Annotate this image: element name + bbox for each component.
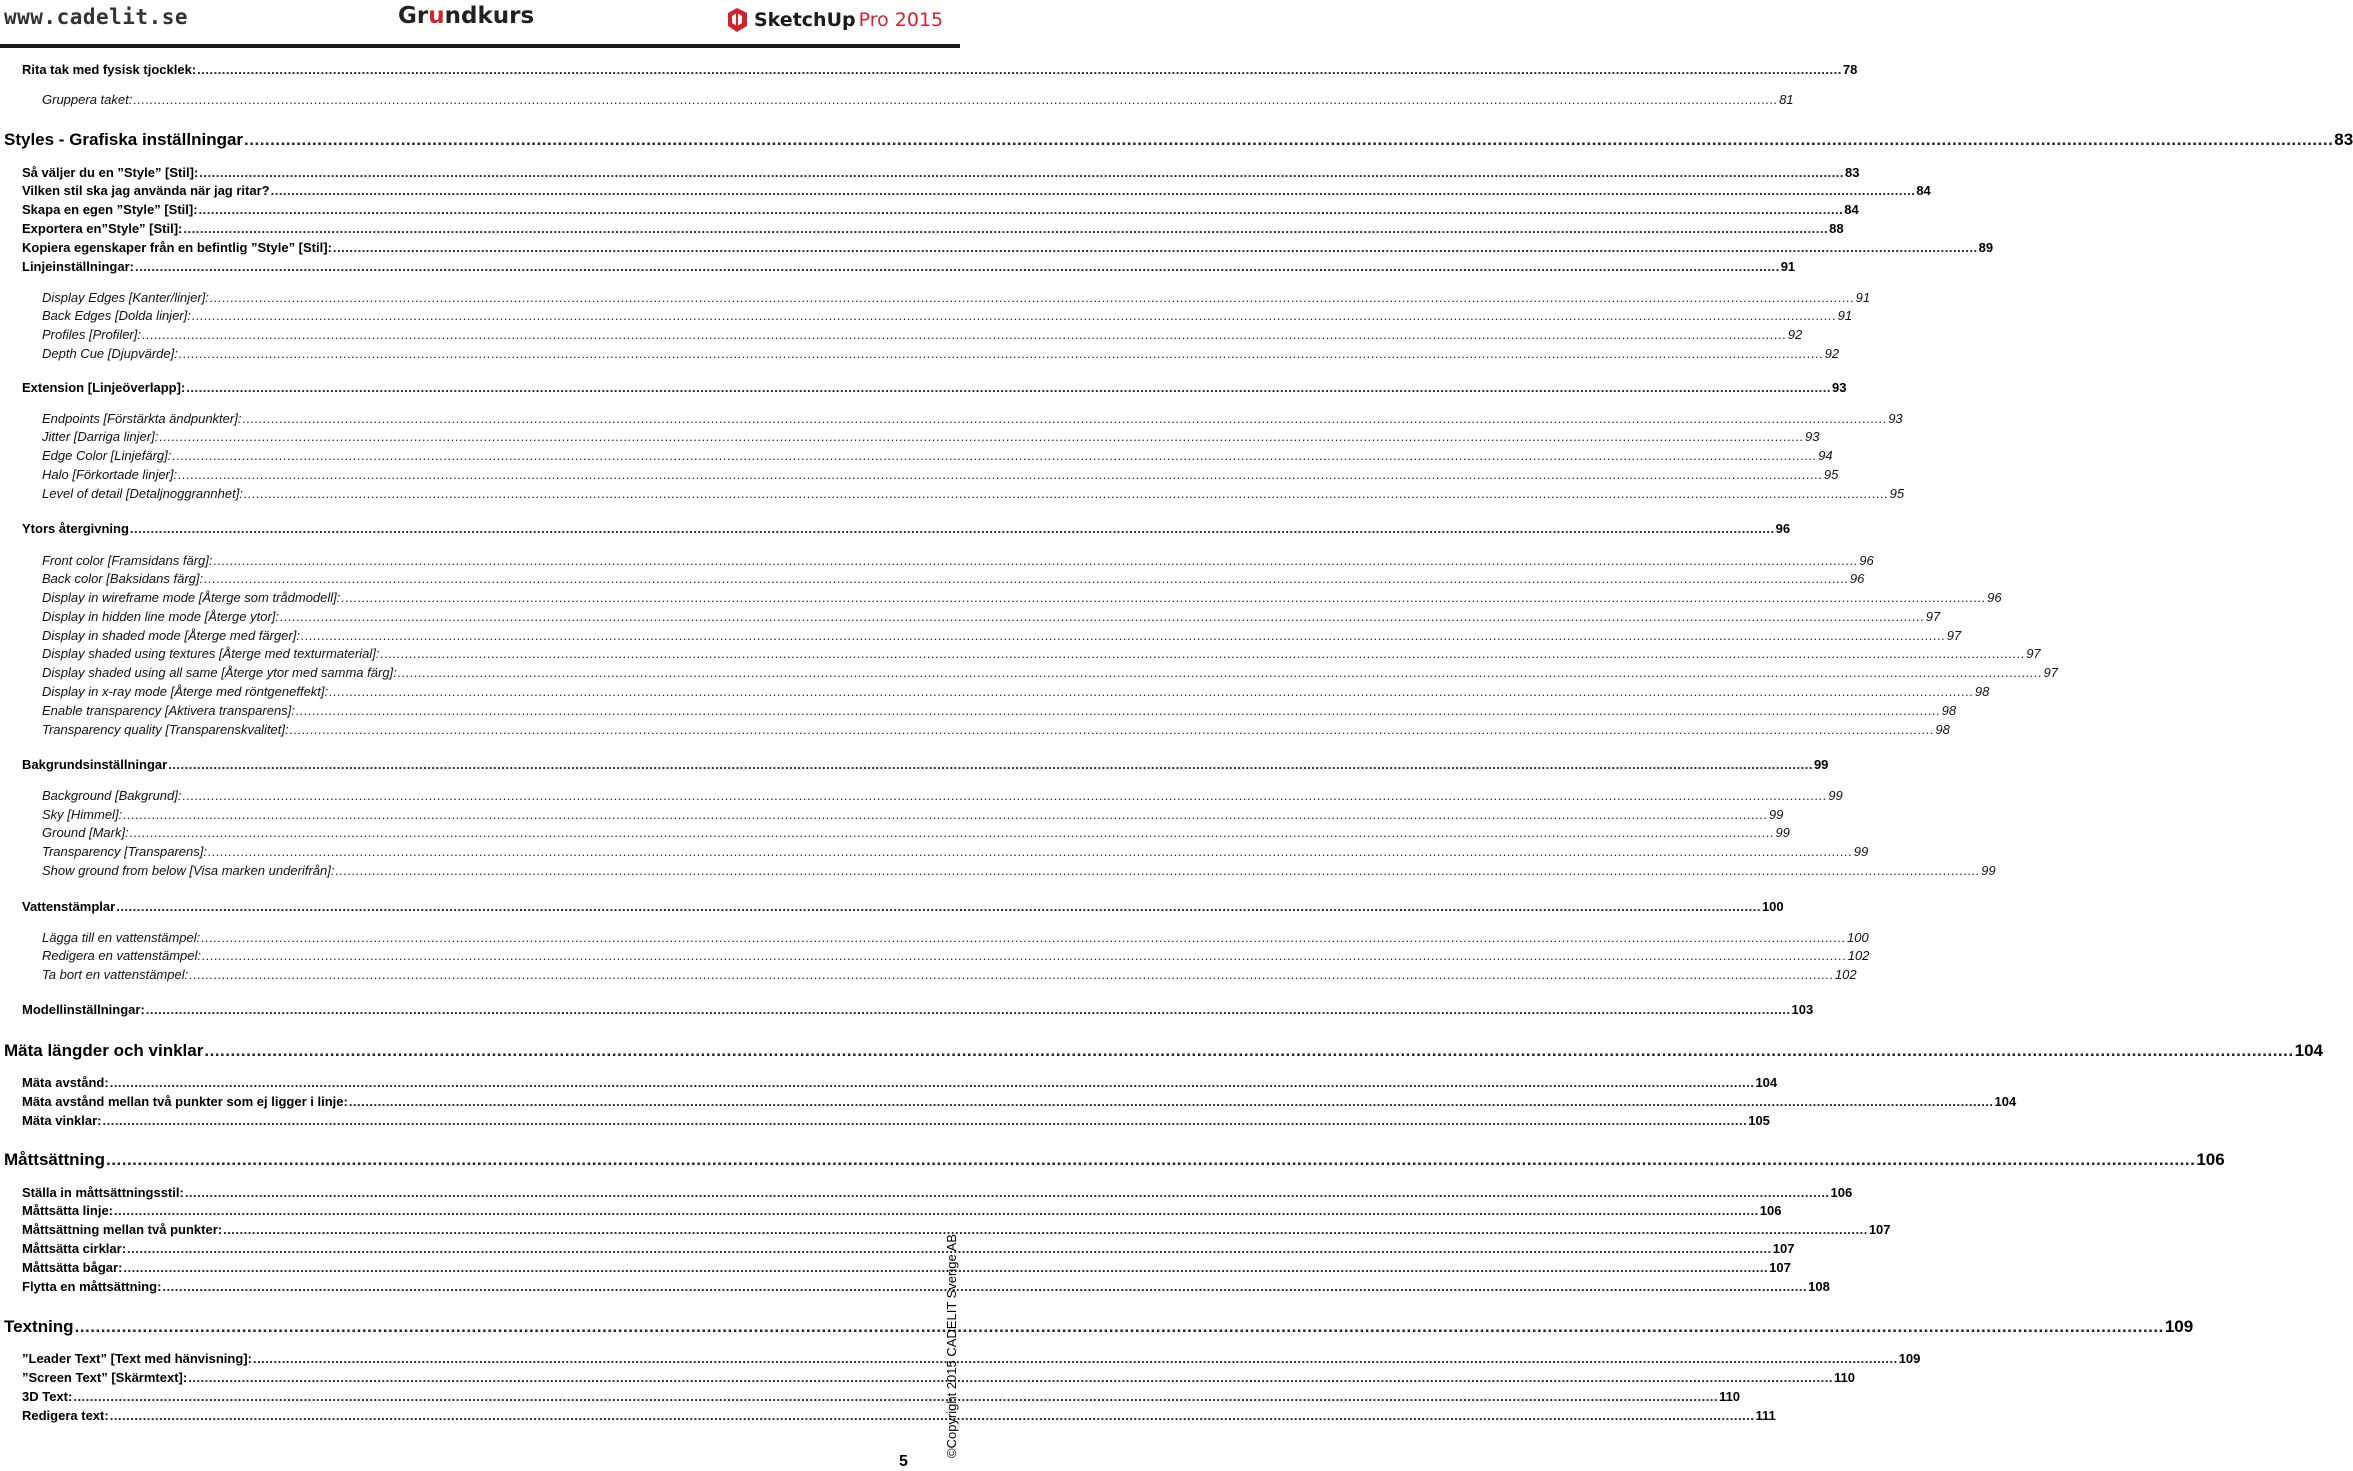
toc-entry[interactable]: [22, 1185, 1853, 1201]
toc-entry-page: 99: [1981, 863, 1996, 878]
toc-entry-title: ”Leader Text” [Text med hänvisning]:: [22, 1351, 252, 1366]
toc-entry[interactable]: [22, 240, 1994, 256]
toc-entry-title: Kopiera egenskaper från en befintlig ”Style” [Stil]:: [22, 240, 332, 255]
toc-entry-title: Så väljer du en ”Style” [Stil]:: [22, 165, 199, 180]
toc-dot-leader: ................................................................................................................................................................................................................................................................................................................................................................................................................: [188, 1370, 1833, 1385]
toc-entry-page: 104: [2294, 1041, 2323, 1060]
toc-dot-leader: ................................................................................................................................................................................................................................................................................................................................................................................................................: [184, 1185, 1830, 1200]
header-divider: [0, 44, 960, 48]
toc-entry-title: Transparency quality [Transparenskvalitet]:: [42, 722, 289, 737]
toc-entry-title: Back color [Baksidans färg]:: [42, 571, 204, 586]
toc-entry[interactable]: [42, 788, 1843, 804]
toc-entry-page: 92: [1787, 327, 1803, 342]
toc-dot-leader: ................................................................................................................................................................................................................................................................................................................................................................................................................: [186, 380, 1831, 395]
toc-entry[interactable]: [42, 646, 2041, 662]
toc-dot-leader: ................................................................................................................................................................................................................................................................................................................................................................................................................: [201, 930, 1847, 945]
toc-dot-leader: ................................................................................................................................................................................................................................................................................................................................................................................................................: [204, 1041, 2294, 1060]
toc-dot-leader: ................................................................................................................................................................................................................................................................................................................................................................................................................: [109, 1075, 1755, 1090]
toc-entry[interactable]: [42, 609, 1941, 625]
toc-dot-leader: ................................................................................................................................................................................................................................................................................................................................................................................................................: [141, 327, 1787, 342]
toc-entry[interactable]: [42, 863, 1996, 879]
sketchup-logo-icon: [726, 7, 748, 33]
toc-entry-title: Redigera en vattenstämpel:: [42, 948, 201, 963]
toc-entry-title: Linjeinställningar:: [22, 259, 134, 274]
brand-suffix: Pro 2015: [858, 9, 944, 31]
toc-entry-page: 110: [1833, 1370, 1855, 1385]
toc-entry[interactable]: [22, 1351, 1921, 1367]
toc-entry-title: Transparency [Transparens]:: [42, 844, 207, 859]
toc-entry[interactable]: [42, 628, 1962, 644]
toc-dot-leader: ................................................................................................................................................................................................................................................................................................................................................................................................................: [116, 899, 1761, 914]
toc-entry-title: Måttsättning: [4, 1150, 106, 1169]
toc-entry-page: 110: [1719, 1389, 1741, 1404]
toc-entry[interactable]: [22, 899, 1784, 915]
toc-entry-page: 106: [1759, 1203, 1782, 1218]
toc-entry-title: Jitter [Darriga linjer]:: [42, 429, 159, 444]
toc-dot-leader: ................................................................................................................................................................................................................................................................................................................................................................................................................: [114, 1203, 1759, 1218]
toc-entry-title: Ytors återgivning: [22, 521, 129, 536]
toc-entry[interactable]: [22, 1002, 1814, 1018]
toc-dot-leader: ................................................................................................................................................................................................................................................................................................................................................................................................................: [295, 703, 1941, 718]
toc-entry[interactable]: [42, 825, 1790, 841]
toc-entry-page: 98: [1974, 684, 1990, 699]
toc-dot-leader: ................................................................................................................................................................................................................................................................................................................................................................................................................: [183, 221, 1829, 236]
toc-entry-page: 105: [1748, 1113, 1770, 1128]
toc-entry-title: ”Screen Text” [Skärmtext]:: [22, 1370, 188, 1385]
toc-dot-leader: ................................................................................................................................................................................................................................................................................................................................................................................................................: [191, 308, 1837, 323]
toc-entry-page: 88: [1829, 221, 1844, 236]
toc-entry[interactable]: [42, 467, 1839, 483]
toc-entry[interactable]: [22, 221, 1844, 237]
toc-entry-page: 102: [1847, 948, 1870, 963]
toc-entry-page: 103: [1791, 1002, 1814, 1017]
toc-entry-title: Mäta längder och vinklar: [4, 1041, 204, 1060]
brand-name: SketchUp: [754, 9, 856, 31]
toc-entry[interactable]: [4, 130, 2353, 150]
toc-entry-title: Måttsätta linje:: [22, 1203, 114, 1218]
toc-entry-title: Level of detail [Detaljnoggrannhet]:: [42, 486, 243, 501]
toc-entry[interactable]: [22, 1389, 1741, 1405]
toc-entry[interactable]: [22, 259, 1796, 275]
toc-entry[interactable]: [42, 429, 1820, 445]
toc-entry-title: Styles - Grafiska inställningar: [4, 130, 244, 149]
toc-entry-page: 96: [1849, 571, 1865, 586]
toc-entry-page: 109: [1898, 1351, 1921, 1366]
toc-entry-title: Enable transparency [Aktivera transparens]:: [42, 703, 295, 718]
copyright-notice: ©Copyright 2015 CADELIT Sverige AB: [944, 1234, 959, 1458]
toc-entry-page: 102: [1834, 967, 1857, 982]
toc-entry-page: 83: [1845, 165, 1860, 180]
toc-dot-leader: ................................................................................................................................................................................................................................................................................................................................................................................................................: [223, 1222, 1868, 1237]
toc-dot-leader: ................................................................................................................................................................................................................................................................................................................................................................................................................: [199, 165, 1845, 180]
toc-dot-leader: ................................................................................................................................................................................................................................................................................................................................................................................................................: [123, 1260, 1769, 1275]
toc-dot-leader: ................................................................................................................................................................................................................................................................................................................................................................................................................: [397, 665, 2043, 680]
toc-dot-leader: ................................................................................................................................................................................................................................................................................................................................................................................................................: [348, 1094, 1994, 1109]
toc-entry[interactable]: [42, 703, 1957, 719]
toc-dot-leader: ................................................................................................................................................................................................................................................................................................................................................................................................................: [280, 609, 1925, 624]
toc-dot-leader: ................................................................................................................................................................................................................................................................................................................................................................................................................: [242, 411, 1888, 426]
toc-entry-page: 94: [1818, 448, 1833, 463]
toc-entry-page: 98: [1935, 722, 1950, 737]
toc-entry-title: Bakgrundsinställningar: [22, 757, 168, 772]
toc-dot-leader: ................................................................................................................................................................................................................................................................................................................................................................................................................: [102, 1113, 1748, 1128]
toc-entry-page: 107: [1772, 1241, 1795, 1256]
toc-dot-leader: ................................................................................................................................................................................................................................................................................................................................................................................................................: [213, 553, 1859, 568]
toc-entry-title: Rita tak med fysisk tjocklek:: [22, 62, 197, 77]
toc-entry-page: 83: [2334, 130, 2353, 149]
toc-entry-page: 104: [1994, 1094, 2017, 1109]
toc-entry[interactable]: [42, 448, 1833, 464]
toc-entry-title: Exportera en”Style” [Stil]:: [22, 221, 183, 236]
toc-entry-page: 84: [1844, 202, 1859, 217]
toc-entry-title: Display shaded using all same [Återge ytor med samma färg]:: [42, 665, 397, 680]
toc-entry-page: 81: [1779, 92, 1794, 107]
toc-entry[interactable]: [42, 665, 2058, 681]
toc-entry-title: Display in hidden line mode [Återge ytor]:: [42, 609, 280, 624]
toc-entry[interactable]: [22, 202, 1859, 218]
toc-entry-title: Front color [Framsidans färg]:: [42, 553, 213, 568]
toc-entry[interactable]: [22, 1094, 2017, 1110]
toc-entry[interactable]: [4, 1150, 2225, 1170]
toc-entry-page: 92: [1824, 346, 1840, 361]
toc-entry-title: Display in shaded mode [Återge med färger]:: [42, 628, 300, 643]
toc-entry-page: 107: [1868, 1222, 1891, 1237]
toc-entry-page: 104: [1755, 1075, 1778, 1090]
toc-entry-title: Show ground from below [Visa marken underifrån]:: [42, 863, 335, 878]
course-title: Grundkurs: [398, 3, 535, 29]
toc-dot-leader: ................................................................................................................................................................................................................................................................................................................................................................................................................: [207, 844, 1853, 859]
toc-entry[interactable]: [42, 807, 1784, 823]
page-header: [0, 0, 960, 48]
toc-dot-leader: ................................................................................................................................................................................................................................................................................................................................................................................................................: [133, 92, 1779, 107]
page-number: 5: [899, 1453, 908, 1470]
toc-entry-title: Måttsätta bågar:: [22, 1260, 123, 1275]
toc-entry-page: 95: [1889, 486, 1905, 501]
toc-entry[interactable]: [42, 571, 1865, 587]
toc-entry-page: 95: [1823, 467, 1839, 482]
toc-entry[interactable]: [42, 553, 1874, 569]
toc-entry-page: 100: [1761, 899, 1784, 914]
toc-entry-title: Måttsättning mellan två punkter:: [22, 1222, 223, 1237]
toc-entry-title: Ställa in måttsättningsstil:: [22, 1185, 184, 1200]
toc-dot-leader: ................................................................................................................................................................................................................................................................................................................................................................................................................: [289, 722, 1935, 737]
toc-entry-page: 91: [1855, 290, 1871, 305]
toc-entry-title: Halo [Förkortade linjer]:: [42, 467, 178, 482]
toc-dot-leader: ................................................................................................................................................................................................................................................................................................................................................................................................................: [189, 967, 1834, 982]
toc-dot-leader: ................................................................................................................................................................................................................................................................................................................................................................................................................: [244, 130, 2334, 149]
toc-dot-leader: ................................................................................................................................................................................................................................................................................................................................................................................................................: [341, 590, 1987, 605]
toc-entry-title: Extension [Linjeöverlapp]:: [22, 380, 186, 395]
toc-dot-leader: ................................................................................................................................................................................................................................................................................................................................................................................................................: [74, 1317, 2164, 1336]
toc-dot-leader: ................................................................................................................................................................................................................................................................................................................................................................................................................: [300, 628, 1946, 643]
toc-entry[interactable]: [42, 844, 1869, 860]
toc-entry-page: 108: [1808, 1279, 1830, 1294]
toc-entry-title: Sky [Himmel]:: [42, 807, 123, 822]
toc-entry-title: Edge Color [Linjefärg]:: [42, 448, 172, 463]
toc-dot-leader: ................................................................................................................................................................................................................................................................................................................................................................................................................: [380, 646, 2026, 661]
toc-entry-title: Vilken stil ska jag använda när jag ritar?: [22, 183, 270, 198]
toc-entry-page: 98: [1941, 703, 1957, 718]
toc-entry-page: 109: [2164, 1317, 2194, 1336]
toc-entry-page: 106: [1830, 1185, 1853, 1200]
toc-dot-leader: ................................................................................................................................................................................................................................................................................................................................................................................................................: [335, 863, 1981, 878]
toc-dot-leader: ................................................................................................................................................................................................................................................................................................................................................................................................................: [243, 486, 1889, 501]
toc-dot-leader: ................................................................................................................................................................................................................................................................................................................................................................................................................: [197, 62, 1842, 77]
toc-entry-title: Gruppera taket:: [42, 92, 133, 107]
toc-entry-page: 99: [1813, 757, 1829, 772]
toc-entry-page: 99: [1828, 788, 1843, 803]
toc-entry-page: 106: [2196, 1150, 2225, 1169]
toc-entry-page: 97: [1946, 628, 1962, 643]
toc-entry-title: Flytta en måttsättning:: [22, 1279, 162, 1294]
toc-dot-leader: ................................................................................................................................................................................................................................................................................................................................................................................................................: [134, 259, 1780, 274]
toc-entry-page: 96: [1987, 590, 2002, 605]
toc-entry[interactable]: [42, 327, 1803, 343]
toc-entry[interactable]: [4, 1041, 2323, 1061]
toc-entry[interactable]: [42, 346, 1840, 362]
toc-entry-page: 93: [1888, 411, 1903, 426]
toc-dot-leader: ................................................................................................................................................................................................................................................................................................................................................................................................................: [204, 571, 1849, 586]
toc-dot-leader: ................................................................................................................................................................................................................................................................................................................................................................................................................: [123, 807, 1768, 822]
toc-entry-page: 100: [1847, 930, 1869, 945]
toc-entry[interactable]: [42, 722, 1950, 738]
toc-entry[interactable]: [22, 757, 1829, 773]
toc-entry-title: Mäta vinklar:: [22, 1113, 102, 1128]
toc-entry-page: 89: [1978, 240, 1994, 255]
toc-dot-leader: ................................................................................................................................................................................................................................................................................................................................................................................................................: [145, 1002, 1791, 1017]
toc-entry-title: 3D Text:: [22, 1389, 73, 1404]
toc-entry-title: Ground [Mark]:: [42, 825, 129, 840]
toc-entry-page: 97: [2043, 665, 2058, 680]
toc-entry-page: 78: [1842, 62, 1858, 77]
toc-entry[interactable]: [22, 183, 1931, 199]
site-url[interactable]: www.cadelit.se: [4, 5, 189, 29]
toc-dot-leader: ................................................................................................................................................................................................................................................................................................................................................................................................................: [178, 467, 1823, 482]
toc-entry-title: Mäta avstånd:: [22, 1075, 109, 1090]
toc-entry[interactable]: [22, 1203, 1782, 1219]
toc-dot-leader: ................................................................................................................................................................................................................................................................................................................................................................................................................: [329, 684, 1974, 699]
toc-entry-title: Display in wireframe mode [Återge som trådmodell]:: [42, 590, 341, 605]
toc-dot-leader: ................................................................................................................................................................................................................................................................................................................................................................................................................: [201, 948, 1847, 963]
toc-entry-page: 84: [1916, 183, 1931, 198]
toc-dot-leader: ................................................................................................................................................................................................................................................................................................................................................................................................................: [209, 290, 1855, 305]
toc-entry[interactable]: [42, 290, 1871, 306]
toc-entry-title: Lägga till en vattenstämpel:: [42, 930, 201, 945]
toc-entry-page: 91: [1780, 259, 1796, 274]
toc-entry-page: 96: [1859, 553, 1874, 568]
toc-entry[interactable]: [4, 1317, 2194, 1337]
toc-entry-title: Display shaded using textures [Återge med texturmaterial]:: [42, 646, 380, 661]
toc-dot-leader: ................................................................................................................................................................................................................................................................................................................................................................................................................: [73, 1389, 1719, 1404]
toc-dot-leader: ................................................................................................................................................................................................................................................................................................................................................................................................................: [109, 1408, 1755, 1423]
toc-dot-leader: ................................................................................................................................................................................................................................................................................................................................................................................................................: [332, 240, 1978, 255]
toc-entry[interactable]: [22, 1241, 1795, 1257]
toc-entry[interactable]: [22, 1075, 1778, 1091]
toc-entry[interactable]: [22, 62, 1858, 78]
toc-dot-leader: ................................................................................................................................................................................................................................................................................................................................................................................................................: [159, 429, 1805, 444]
toc-entry[interactable]: [42, 411, 1903, 427]
toc-dot-leader: ................................................................................................................................................................................................................................................................................................................................................................................................................: [198, 202, 1844, 217]
toc-entry[interactable]: [22, 1113, 1770, 1129]
toc-dot-leader: ................................................................................................................................................................................................................................................................................................................................................................................................................: [129, 521, 1775, 536]
toc-entry-title: Modellinställningar:: [22, 1002, 145, 1017]
toc-entry-page: 99: [1768, 807, 1784, 822]
toc-entry[interactable]: [42, 948, 1870, 964]
toc-entry[interactable]: [22, 1370, 1855, 1386]
toc-entry[interactable]: [42, 967, 1857, 983]
toc-entry-page: 91: [1837, 308, 1853, 323]
toc-entry-title: Mäta avstånd mellan två punkter som ej ligger i linje:: [22, 1094, 348, 1109]
toc-entry-title: Skapa en egen ”Style” [Stil]:: [22, 202, 198, 217]
toc-entry-title: Display Edges [Kanter/linjer]:: [42, 290, 209, 305]
toc-entry-page: 107: [1769, 1260, 1791, 1275]
toc-entry[interactable]: [22, 1408, 1776, 1424]
toc-dot-leader: ................................................................................................................................................................................................................................................................................................................................................................................................................: [270, 183, 1916, 198]
toc-dot-leader: ................................................................................................................................................................................................................................................................................................................................................................................................................: [182, 788, 1828, 803]
toc-dot-leader: ................................................................................................................................................................................................................................................................................................................................................................................................................: [106, 1150, 2196, 1169]
toc-entry-page: 99: [1775, 825, 1790, 840]
toc-entry-title: Textning: [4, 1317, 74, 1336]
toc-entry-title: Background [Bakgrund]:: [42, 788, 182, 803]
brand: [726, 5, 943, 35]
toc-entry[interactable]: [22, 165, 1860, 181]
toc-entry-page: 93: [1805, 429, 1820, 444]
toc-entry-title: Vattenstämplar: [22, 899, 116, 914]
toc-entry[interactable]: [42, 590, 2002, 606]
toc-entry-title: Back Edges [Dolda linjer]:: [42, 308, 191, 323]
toc-entry[interactable]: [42, 684, 1990, 700]
toc-entry-title: Måttsätta cirklar:: [22, 1241, 127, 1256]
toc-entry-title: Depth Cue [Djupvärde]:: [42, 346, 178, 361]
toc-entry-page: 97: [1925, 609, 1941, 624]
toc-entry[interactable]: [22, 1279, 1830, 1295]
toc-entry[interactable]: [42, 92, 1794, 108]
toc-entry-page: 97: [2026, 646, 2041, 661]
toc-dot-leader: ................................................................................................................................................................................................................................................................................................................................................................................................................: [172, 448, 1818, 463]
toc-entry[interactable]: [42, 308, 1853, 324]
toc-dot-leader: ................................................................................................................................................................................................................................................................................................................................................................................................................: [252, 1351, 1898, 1366]
toc-entry[interactable]: [42, 930, 1869, 946]
toc-entry-title: Profiles [Profiler]:: [42, 327, 141, 342]
toc-entry[interactable]: [42, 486, 1905, 502]
toc-entry[interactable]: [22, 1222, 1891, 1238]
toc-entry[interactable]: [22, 380, 1847, 396]
toc-entry[interactable]: [22, 521, 1791, 537]
toc-entry-page: 93: [1831, 380, 1847, 395]
toc-entry-title: Endpoints [Förstärkta ändpunkter]:: [42, 411, 242, 426]
toc-entry-page: 96: [1775, 521, 1791, 536]
toc-dot-leader: ................................................................................................................................................................................................................................................................................................................................................................................................................: [129, 825, 1775, 840]
toc-dot-leader: ................................................................................................................................................................................................................................................................................................................................................................................................................: [127, 1241, 1772, 1256]
toc-dot-leader: ................................................................................................................................................................................................................................................................................................................................................................................................................: [178, 346, 1824, 361]
toc-dot-leader: ................................................................................................................................................................................................................................................................................................................................................................................................................: [168, 757, 1813, 772]
toc-entry-title: Ta bort en vattenstämpel:: [42, 967, 189, 982]
toc-entry[interactable]: [22, 1260, 1791, 1276]
toc-entry-page: 99: [1853, 844, 1869, 859]
toc-entry-page: 111: [1755, 1408, 1776, 1423]
toc-entry-title: Display in x-ray mode [Återge med röntgeneffekt]:: [42, 684, 329, 699]
toc-entry-title: Redigera text:: [22, 1408, 109, 1423]
toc-dot-leader: ................................................................................................................................................................................................................................................................................................................................................................................................................: [162, 1279, 1808, 1294]
